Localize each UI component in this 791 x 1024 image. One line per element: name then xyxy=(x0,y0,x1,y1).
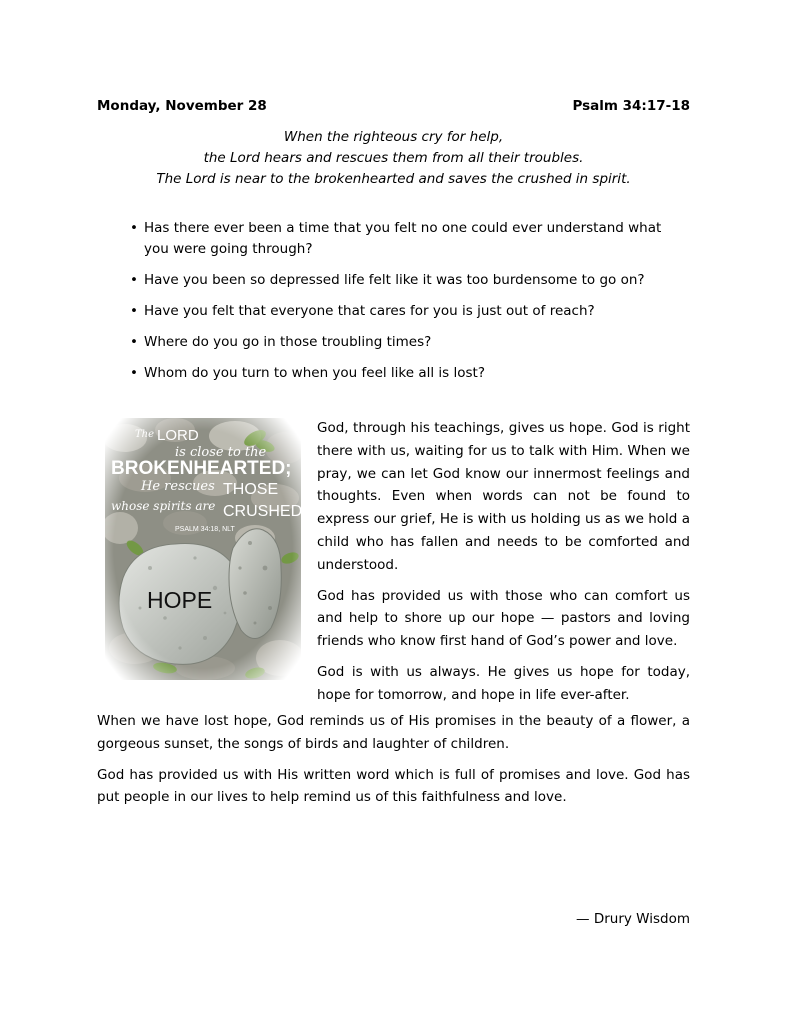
side-paragraph: God, through his teachings, gives us hope. God is right there with us, waiting for us to talk with Him. When we pray, we can let God know our innermost feelings and thoughts. Even when words can not be found to express our grief, He is with us holding us as we hold a child who has fallen and needs to be comforted and understood. xyxy=(317,420,690,573)
question-item: • Has there ever been a time that you felt no one could ever understand what you were going through? xyxy=(130,218,690,260)
scripture-reference: Psalm 34:17-18 xyxy=(572,98,690,114)
question-item: • Have you been so depressed life felt like it was too burdensome to go on? xyxy=(130,270,690,291)
stones-illustration xyxy=(105,418,301,680)
question-item: • Where do you go in those troubling times? xyxy=(130,332,690,353)
closing-text xyxy=(97,710,690,817)
side-text xyxy=(317,417,690,715)
author-signature: — Drury Wisdom xyxy=(576,911,690,927)
verse-line: When the righteous cry for help, xyxy=(283,129,504,145)
body-paragraph: God has provided us with His written word which is full of promises and love. God has put people in our lives to help remind us of this faithfulness and love. xyxy=(97,766,690,806)
body-paragraph: When we have lost hope, God reminds us of His promises in the beauty of a flower, a gorgeous sunset, the songs of birds and laughter of children. xyxy=(97,713,690,752)
side-paragraph: God has provided us with those who can comfort us and help to shore up our hope — pastors and loving friends who know first hand of God’s power and love. xyxy=(317,587,690,650)
date-heading: Monday, November 28 xyxy=(97,98,267,114)
verse-line: The Lord is near to the brokenhearted and saves the crushed in spirit. xyxy=(156,171,631,187)
question-item: • Have you felt that everyone that cares for you is just out of reach? xyxy=(130,301,690,322)
question-item: • Whom do you turn to when you feel like all is lost? xyxy=(130,363,690,384)
side-paragraph: God is with us always. He gives us hope for today, hope for tomorrow, and hope in life ever-after. xyxy=(317,663,690,703)
hope-stones-image xyxy=(105,418,301,680)
reflection-questions xyxy=(130,218,690,394)
scripture-verse xyxy=(97,127,690,190)
verse-line: the Lord hears and rescues them from all their troubles. xyxy=(203,150,584,166)
